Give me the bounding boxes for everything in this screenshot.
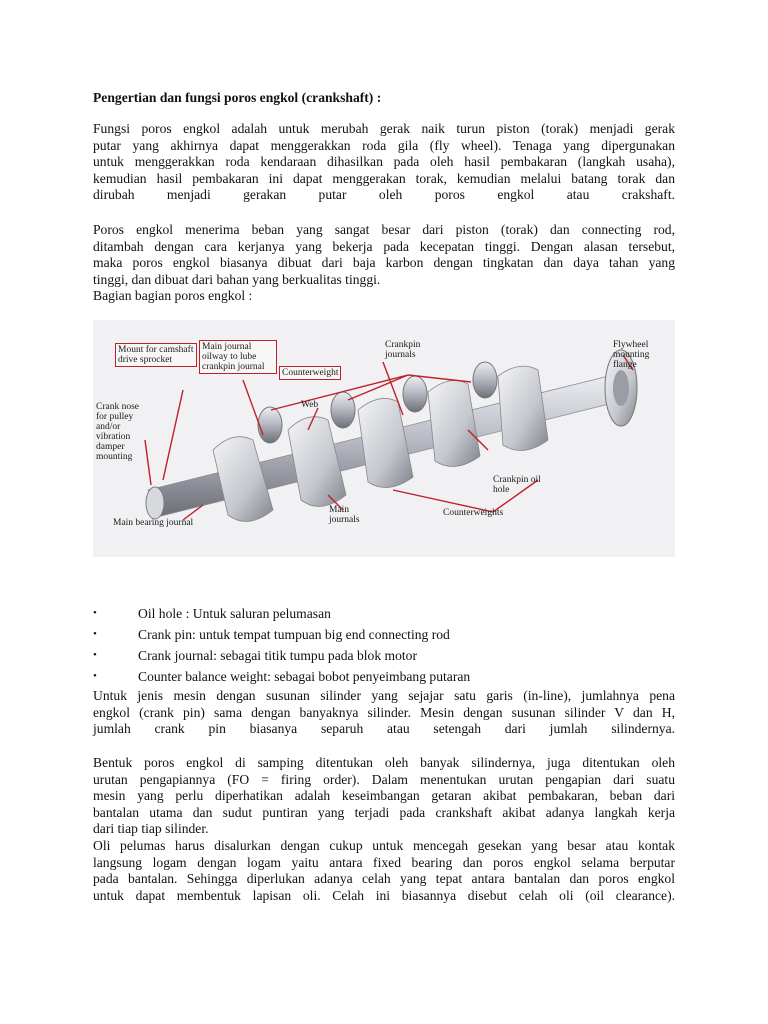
label-flywheel-flange: Flywheel mounting flange xyxy=(613,340,650,370)
text-line: maka poros engkol biasanya dibuat dari baja karbon dengan tingkatan dan daya tahan yang xyxy=(93,255,675,271)
text-line: Fungsi poros engkol adalah untuk merubah gerak naik turun piston (torak) menjadi gerak xyxy=(93,121,675,136)
web-shape xyxy=(428,380,480,466)
text-line: dirubah menjadi gerakan putar oleh poros engkol atau crakshaft. xyxy=(93,187,675,203)
list-item-text: Crank journal: sebagai titik tumpu pada blok motor xyxy=(138,648,417,663)
text-line: jumlah crank pin biasanya separuh atau setengah dari jumlah silindernya. xyxy=(93,721,675,737)
text-line: engkol (crank pin) sama dengan banyaknya silinder. Mesin dengan susunan silinder V dan H, xyxy=(93,704,675,720)
flange-hub xyxy=(613,370,629,406)
text-line: untuk menggerakkan roda kendaraan dihasilkan pada oleh hasil pembakaran (langkah usaha), xyxy=(93,154,675,170)
list-item-text: Counter balance weight: sebagai bobot penyeimbang putaran xyxy=(138,669,471,684)
bullet-list xyxy=(93,603,675,687)
crankpin xyxy=(403,376,427,412)
crankpin xyxy=(258,407,282,443)
label-crankpin-oil-hole: Crankpin oil hole xyxy=(493,475,541,495)
bullet-icon: • xyxy=(93,670,97,682)
crankshaft-diagram xyxy=(93,320,675,557)
label-crank-nose: Crank nose for pulley and/or vibration damper mounting xyxy=(96,402,140,462)
list-item-text: Oil hole : Untuk saluran pelumasan xyxy=(138,606,331,621)
crankpin xyxy=(473,362,497,398)
label-mount-camshaft: Mount for camshaft drive sprocket xyxy=(115,343,197,367)
text-line: bantalan utama dan sudut puntiran yang terjadi pada crankshaft akibat adanya langkah kerja xyxy=(93,804,675,820)
label-counterweight: Counterweight xyxy=(279,366,341,380)
bullet-icon: • xyxy=(93,649,97,661)
label-main-journals: Main journals xyxy=(329,505,360,525)
list-item xyxy=(93,666,675,687)
crankpin xyxy=(331,392,355,428)
paragraph-fungsi xyxy=(93,121,675,204)
text-line: mesin yang perlu diperhatikan adalah keseimbangan getaran akibat pembakaran, beban dari xyxy=(93,788,675,804)
list-item xyxy=(93,645,675,666)
paragraph-beban xyxy=(93,222,675,305)
text-line: Bagian bagian poros engkol : xyxy=(93,288,253,304)
document-title: Pengertian dan fungsi poros engkol (crankshaft) : xyxy=(93,90,382,105)
text-line: ditambah dengan cara kerjanya yang bekerja pada kecepatan tinggi. Dengan alasan tersebut, xyxy=(93,238,675,254)
label-crankpin-journals: Crankpin journals xyxy=(385,340,421,360)
list-item xyxy=(93,603,675,624)
web-shape xyxy=(358,398,413,487)
label-main-journal-oilway: Main journal oilway to lube crankpin journal xyxy=(199,340,277,374)
paragraph-bentuk xyxy=(93,755,675,904)
text-line: kemudian hasil pembakaran ini dapat menggerakan torak, kemudian melalui batang torak dan xyxy=(93,170,675,186)
label-main-bearing-journal: Main bearing journal xyxy=(113,518,194,528)
text-line: urutan pengapiannya (FO = firing order). Dalam menentukan urutan pengapian dari suatu xyxy=(93,771,675,787)
text-line: tinggi, dan dibuat dari bahan yang berkualitas tinggi. xyxy=(93,271,381,287)
list-item-text: Crank pin: untuk tempat tumpuan big end connecting rod xyxy=(138,627,450,642)
bullet-icon: • xyxy=(93,628,97,640)
text-line: Poros engkol menerima beban yang sangat besar dari piston (torak) dan connecting rod, xyxy=(93,222,675,237)
crank-nose xyxy=(146,487,164,519)
list-item xyxy=(93,624,675,645)
text-line: untuk dapat membentuk lapisan oli. Celah ini biasannya disebut celah oli (oil clearance). xyxy=(93,887,675,903)
web-shape xyxy=(498,366,548,450)
text-line: Bentuk poros engkol di samping ditentukan oleh banyak silindernya, juga ditentukan oleh xyxy=(93,755,675,770)
text-line: Untuk jenis mesin dengan susunan silinder yang sejajar satu garis (in-line), jumlahnya pena xyxy=(93,688,675,703)
text-line: dari tiap tiap silinder. xyxy=(93,821,209,837)
bullet-icon: • xyxy=(93,607,97,619)
label-web: Web xyxy=(301,400,319,410)
text-line: pada bantalan. Sehingga diperlukan adanya celah yang tepat antara bantalan dan poros engkol xyxy=(93,871,675,887)
web-shape xyxy=(213,437,273,522)
text-line: putar yang akhirnya dapat menggerakkan roda gila (fly wheel). Tenaga yang dipergunakan xyxy=(93,137,675,153)
web-shape xyxy=(288,417,346,507)
text-line: Oli pelumas harus disalurkan dengan cukup untuk mencegah gesekan yang besar atau kontak xyxy=(93,837,675,853)
text-line: langsung logam dengan logam yaitu antara fixed bearing dan poros engkol selama berputar xyxy=(93,854,675,870)
label-counterweights: Counterweights xyxy=(443,508,504,518)
paragraph-inline-v xyxy=(93,688,675,738)
